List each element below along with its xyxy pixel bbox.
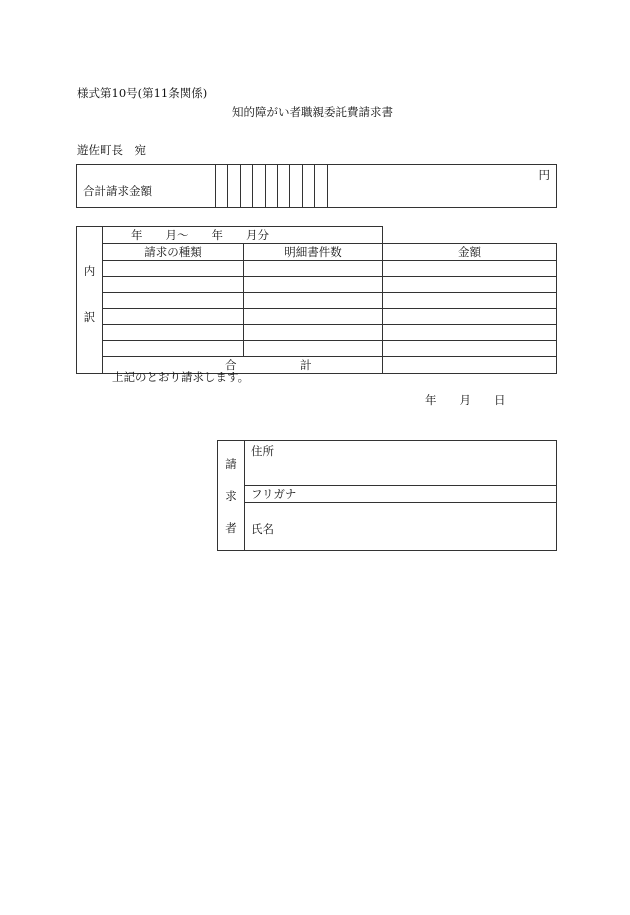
- amount-cell[interactable]: [383, 261, 557, 277]
- amount-digit-cell[interactable]: [240, 165, 252, 208]
- claim-type-cell[interactable]: [103, 293, 244, 309]
- table-row: [77, 261, 557, 277]
- table-row: [77, 325, 557, 341]
- yen-unit: 円: [538, 168, 550, 182]
- breakdown-side-label: [77, 227, 103, 374]
- total-amount-label: 合計請求金額: [83, 184, 152, 198]
- date-line[interactable]: 年 月 日: [425, 393, 506, 407]
- furigana-label: フリガナ: [251, 487, 297, 501]
- amount-digit-cell[interactable]: [253, 165, 265, 208]
- document-title: 知的障がい者職親委託費請求書: [232, 105, 393, 119]
- statement-count-cell[interactable]: [244, 341, 383, 357]
- table-row: [77, 293, 557, 309]
- address-label: 住所: [251, 444, 274, 458]
- table-row: [77, 277, 557, 293]
- breakdown-side-label-bottom: 訳: [83, 310, 96, 324]
- claim-type-cell[interactable]: [103, 309, 244, 325]
- claimant-side-label: [218, 441, 245, 551]
- amount-digit-cell[interactable]: [290, 165, 302, 208]
- amount-digit-cell[interactable]: [277, 165, 289, 208]
- total-label-1: 合: [225, 358, 237, 372]
- statement-count-cell[interactable]: [244, 277, 383, 293]
- statement-count-cell[interactable]: [244, 309, 383, 325]
- total-amount-label-cell: [77, 165, 216, 208]
- amount-cell[interactable]: [383, 309, 557, 325]
- form-number: 様式第10号(第11条関係): [77, 86, 208, 100]
- breakdown-table: [76, 226, 557, 374]
- amount-digit-cell[interactable]: [302, 165, 314, 208]
- amount-digit-cell[interactable]: [315, 165, 327, 208]
- amount-cell[interactable]: [383, 325, 557, 341]
- claimant-char: 者: [225, 520, 237, 535]
- amount-cell[interactable]: [383, 341, 557, 357]
- amount-digit-cell[interactable]: [216, 165, 228, 208]
- claim-type-cell[interactable]: [103, 277, 244, 293]
- claimant-char: 請: [225, 456, 237, 471]
- breakdown-side-label-top: 内: [83, 264, 96, 278]
- header-claim-type: 請求の種類: [103, 244, 244, 261]
- header-statement-count: 明細書件数: [244, 244, 383, 261]
- amount-digit-cell-yen[interactable]: [327, 165, 556, 208]
- total-amount-table: [76, 164, 557, 208]
- claim-type-cell[interactable]: [103, 341, 244, 357]
- statement-count-cell[interactable]: [244, 293, 383, 309]
- furigana-field[interactable]: [245, 486, 557, 503]
- period-cell[interactable]: [103, 227, 383, 244]
- claim-type-cell[interactable]: [103, 325, 244, 341]
- statement-count-cell[interactable]: [244, 261, 383, 277]
- request-statement: 上記のとおり請求します。: [112, 370, 250, 384]
- claim-type-cell[interactable]: [103, 261, 244, 277]
- amount-digit-cell[interactable]: [228, 165, 240, 208]
- amount-cell[interactable]: [383, 293, 557, 309]
- amount-cell[interactable]: [383, 277, 557, 293]
- claimant-table: [217, 440, 557, 551]
- period-label: 年 月～ 年 月分: [131, 228, 269, 242]
- name-field[interactable]: [245, 503, 557, 551]
- amount-digit-cell[interactable]: [265, 165, 277, 208]
- address-field[interactable]: [245, 441, 557, 486]
- table-row: [77, 309, 557, 325]
- total-amount-cell[interactable]: [383, 357, 557, 374]
- claimant-char: 求: [225, 488, 237, 503]
- period-blank: [383, 227, 557, 244]
- total-label-2: 計: [300, 358, 312, 372]
- header-amount: 金額: [383, 244, 557, 261]
- name-label: 氏名: [251, 522, 274, 536]
- addressee: 遊佐町長 宛: [77, 143, 146, 157]
- statement-count-cell[interactable]: [244, 325, 383, 341]
- table-row: [77, 341, 557, 357]
